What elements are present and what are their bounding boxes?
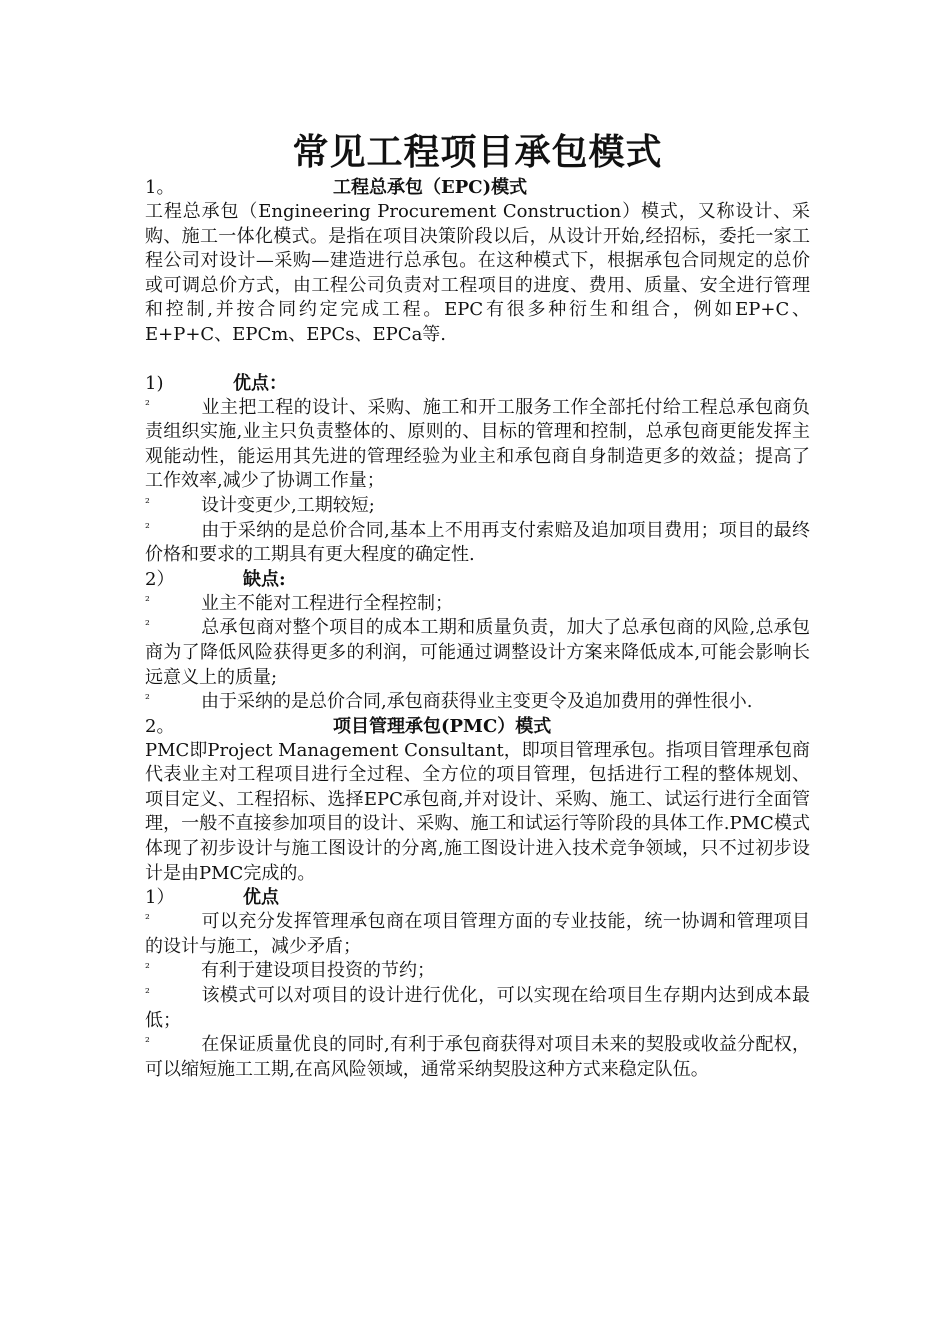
list-item-text: 设计变更少,工期较短;: [201, 494, 375, 516]
cons-number: 2）: [145, 568, 175, 590]
document-title: 常见工程项目承包模式: [292, 131, 663, 173]
bullet-marker: ²: [145, 397, 150, 412]
section-2-pros-heading: [145, 886, 810, 910]
bullet-marker: ²: [145, 961, 150, 976]
bullet-marker: ²: [145, 1035, 150, 1050]
list-item: [145, 616, 810, 690]
list-item-text: 业主不能对工程进行全程控制；: [201, 592, 453, 614]
section-1-pros-list: [145, 396, 810, 568]
section-1-number: 1。: [145, 177, 175, 198]
section-2-number: 2。: [145, 715, 175, 737]
section-1-title: 工程总承包（EPC)模式: [333, 177, 528, 198]
list-item: [145, 1033, 810, 1082]
list-item-text: 有利于建设项目投资的节约；: [201, 960, 435, 982]
list-item: [145, 910, 810, 959]
pros-number: 1): [145, 372, 164, 394]
pros-label: 优点: [243, 887, 279, 909]
section-2-heading: [145, 715, 810, 739]
list-item: [145, 690, 810, 715]
section-2-title: 项目管理承包(PMC）模式: [333, 715, 552, 737]
list-item-text: 业主把工程的设计、采购、施工和开工服务工作全部托付给工程总承包商负责组织实施,业主只负责整体的、原则的、目标的管理和控制，总承包商更能发挥主观能动性，能运用其先进的管理经验为业主和承包商自身制造更多的效益；提高了工作效率,减少了协调工作量；: [145, 396, 810, 492]
bullet-marker: ²: [145, 495, 150, 510]
list-item-text: 可以充分发挥管理承包商在项目管理方面的专业技能，统一协调和管理项目的设计与施工，减少矛盾；: [145, 911, 810, 957]
bullet-marker: ²: [145, 986, 150, 1001]
document-page: [145, 128, 810, 1082]
list-item-text: 由于采纳的是总价合同,承包商获得业主变更令及追加费用的弹性很小.: [201, 691, 753, 713]
section-1-heading: [145, 176, 810, 200]
list-item: [145, 494, 810, 519]
section-1-cons-heading: [145, 568, 810, 592]
bullet-marker: ²: [145, 912, 150, 927]
list-item-text: 由于采纳的是总价合同,基本上不用再支付索赔及追加项目费用；项目的最终价格和要求的工期具有更大程度的确定性.: [145, 519, 810, 566]
cons-label: 缺点:: [243, 568, 286, 590]
list-item: [145, 396, 810, 494]
section-1-cons-list: [145, 592, 810, 715]
list-item-text: 在保证质量优良的同时,有利于承包商获得对项目未来的契股或收益分配权，可以缩短施工工期,在高风险领域，通常采纳契股这种方式来稳定队伍。: [145, 1034, 810, 1080]
bullet-marker: ²: [145, 618, 150, 633]
list-item: [145, 984, 810, 1033]
section-1-pros-heading: [145, 372, 810, 396]
list-item: [145, 519, 810, 568]
list-item-text: 总承包商对整个项目的成本工期和质量负责，加大了总承包商的风险,总承包商为了降低风险获得更多的利润，可能通过调整设计方案来降低成本,可能会影响长远意义上的质量;: [145, 617, 810, 688]
bullet-marker: ²: [145, 593, 150, 608]
section-1-intro: 工程总承包（Engineering Procurement Construction）模式，又称设计、采购、施工一体化模式。是指在项目决策阶段以后，从设计开始,经招标，委托一家工程公司对设计—采购—建造进行总承包。在这种模式下，根据承包合同规定的总价或可调总价方式，由工程公司负责对工程项目的进度、费用、质量、安全进行管理和控制,并按合同约定完成工程。EPC有很多种衍生和组合，例如EP+C、E+P+C、EPCm、EPCs、EPCa等.: [145, 201, 810, 345]
bullet-marker: ²: [145, 692, 150, 707]
pros-label: 优点：: [233, 372, 287, 394]
bullet-marker: ²: [145, 520, 150, 535]
list-item-text: 该模式可以对项目的设计进行优化，可以实现在给项目生存期内达到成本最低；: [145, 985, 810, 1031]
spacer: [145, 348, 810, 372]
section-2-intro: PMC即Project Management Consultant，即项目管理承包。指项目管理承包商代表业主对工程项目进行全过程、全方位的项目管理，包括进行工程的整体规划、项目定义、工程招标、选择EPC承包商,并对设计、采购、施工、试运行进行全面管理，一般不直接参加项目的设计、采购、施工和试运行等阶段的具体工作.PMC模式体现了初步设计与施工图设计的分离,施工图设计进入技术竞争领域，只不过初步设计是由PMC完成的。: [145, 739, 810, 884]
list-item: [145, 592, 810, 617]
pros-number: 1）: [145, 887, 175, 909]
section-2-pros-list: [145, 910, 810, 1082]
list-item: [145, 959, 810, 984]
